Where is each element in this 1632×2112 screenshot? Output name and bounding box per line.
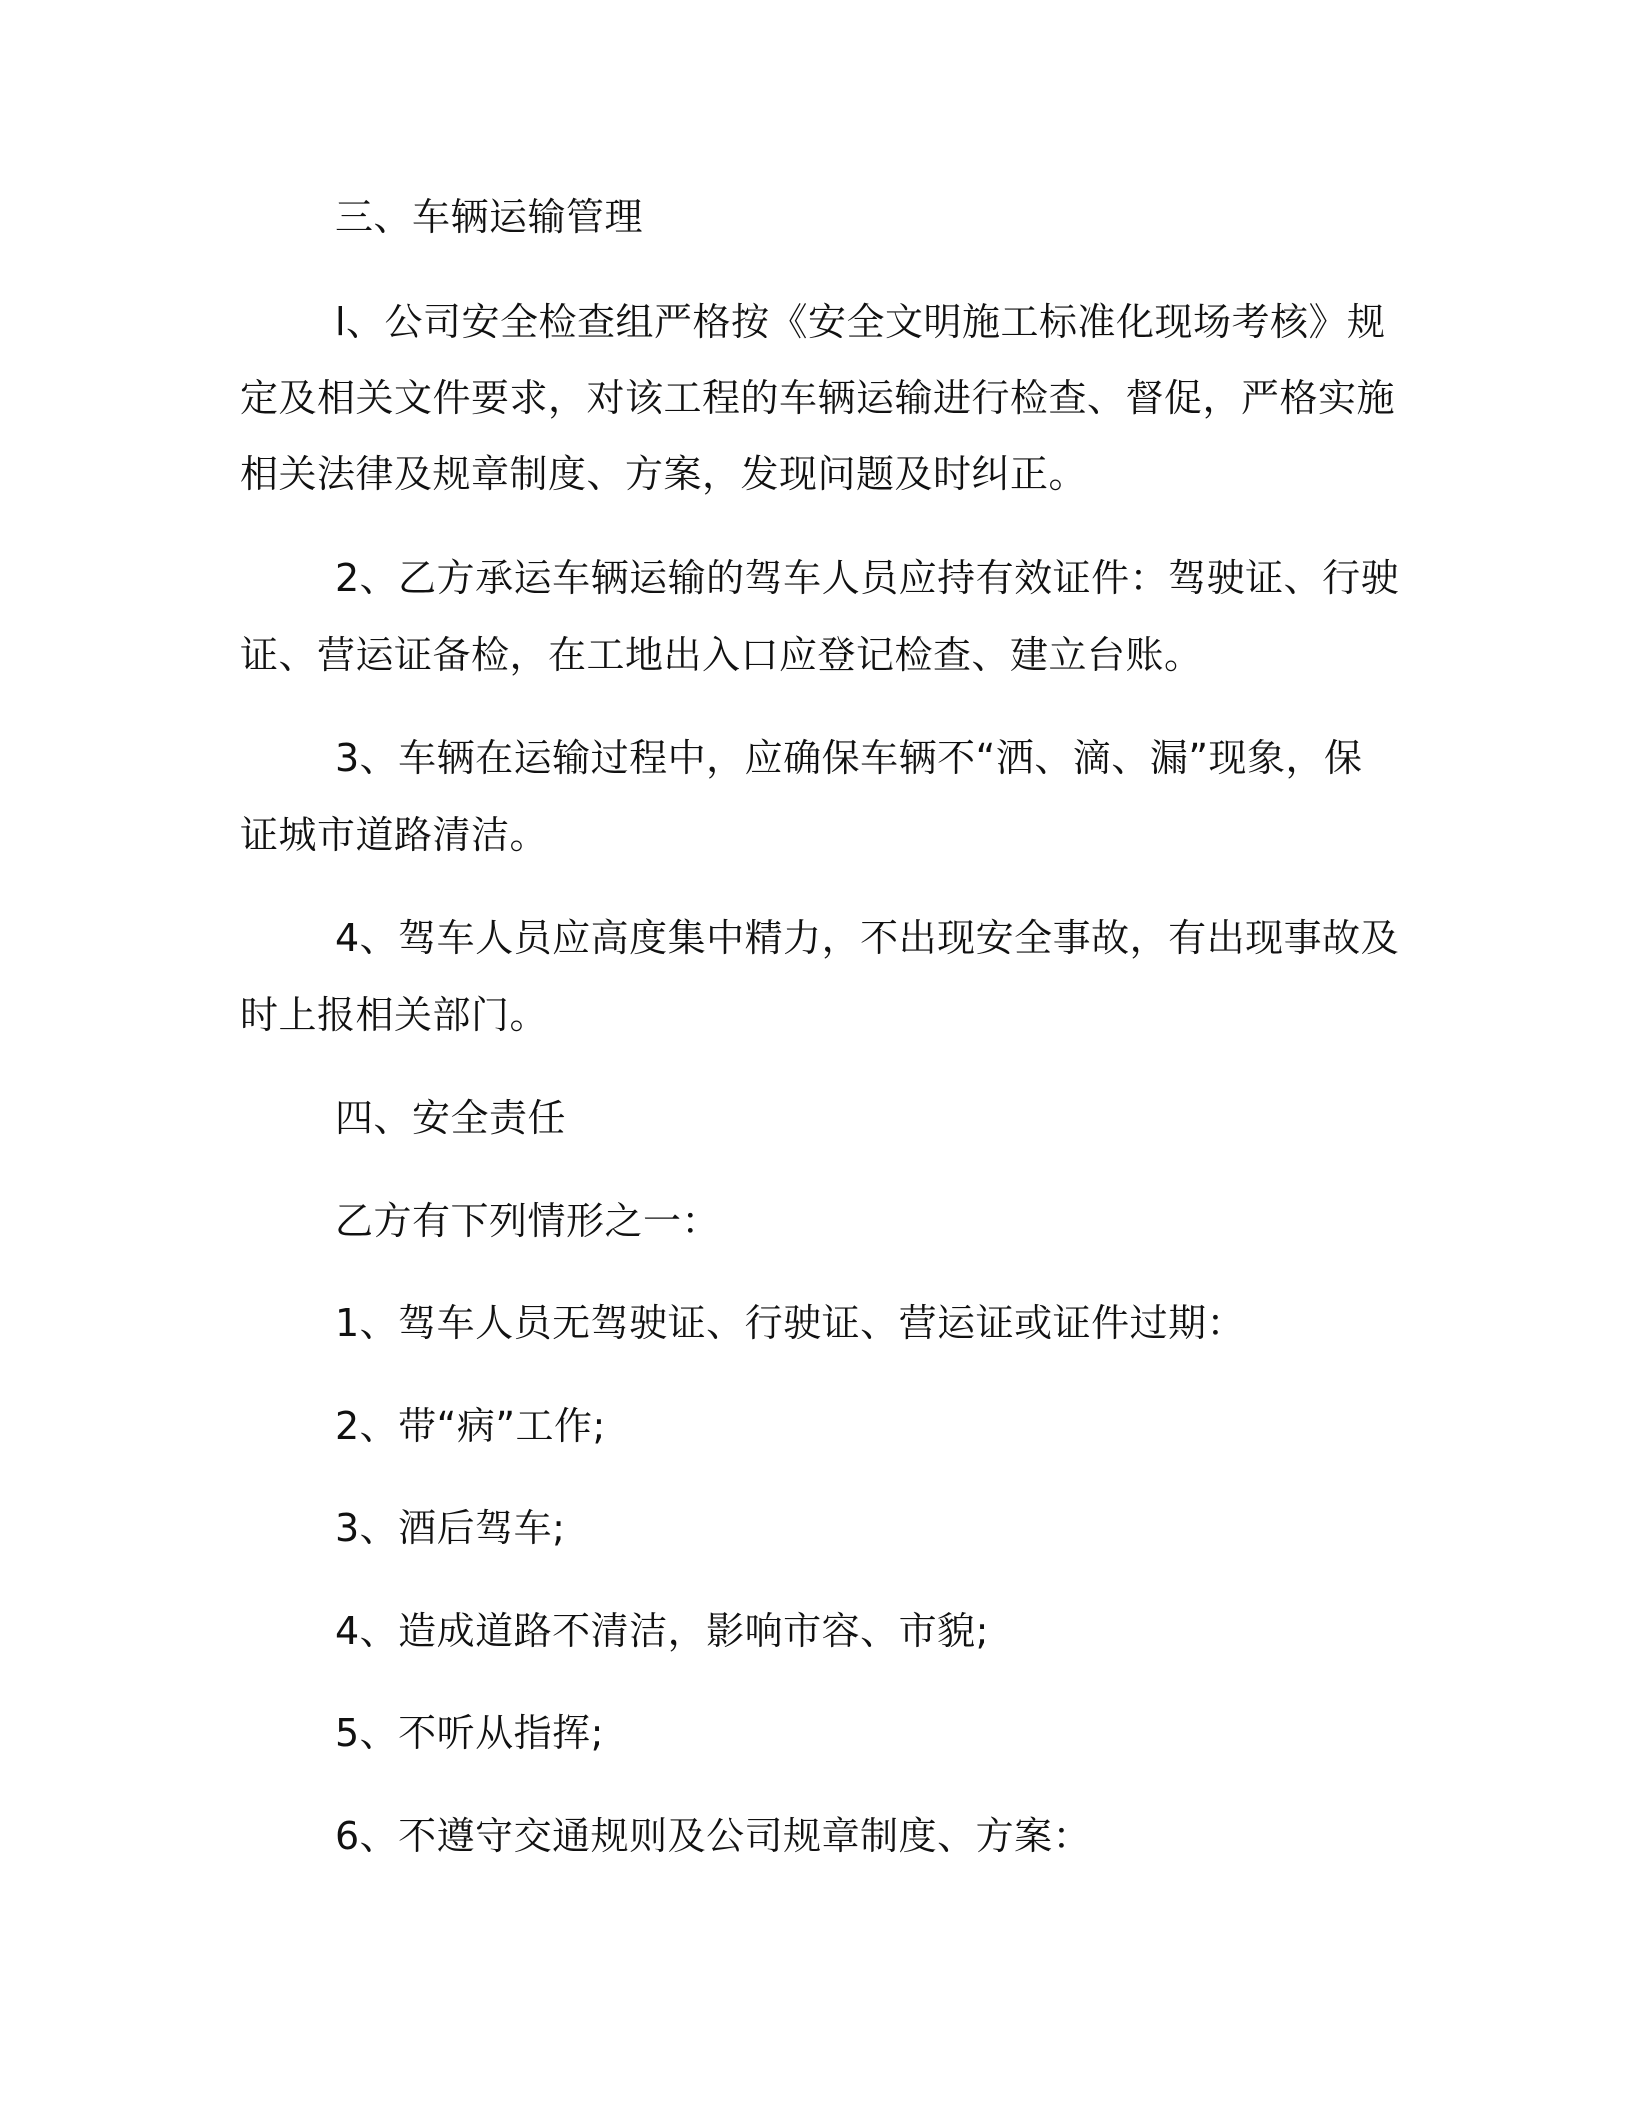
list-item-3: 3、酒后驾车; [335,1506,566,1550]
paragraph-1-line-3: 相关法律及规章制度、方案，发现问题及时纠正。 [240,452,1088,496]
paragraph-1-line-2: 定及相关文件要求，对该工程的车辆运输进行检查、督促，严格实施 [240,376,1396,420]
list-item-1: 1、驾车人员无驾驶证、行驶证、营运证或证件过期： [335,1301,1246,1345]
paragraph-3-line-1: 3、车辆在运输过程中，应确保车辆不“洒、滴、漏”现象，保 [335,736,1363,780]
list-item-5: 5、不听从指挥; [335,1711,604,1755]
paragraph-2-line-1: 2、乙方承运车辆运输的驾车人员应持有效证件：驾驶证、行驶 [335,556,1400,600]
section-heading-safety-responsibility: 四、安全责任 [335,1096,567,1140]
paragraph-4-line-1: 4、驾车人员应高度集中精力，不出现安全事故，有出现事故及 [335,916,1400,960]
section-heading-vehicle-transport: 三、车辆运输管理 [335,195,644,239]
paragraph-1-line-1: l、公司安全检查组严格按《安全文明施工标准化现场考核》规 [335,300,1386,344]
list-item-6: 6、不遵守交通规则及公司规章制度、方案： [335,1814,1092,1858]
paragraph-3-line-2: 证城市道路清洁。 [240,813,549,857]
paragraph-2-line-2: 证、营运证备检，在工地出入口应登记检查、建立台账。 [240,633,1203,677]
list-intro: 乙方有下列情形之一： [335,1199,721,1243]
list-item-4: 4、造成道路不清洁，影响市容、市貌; [335,1609,989,1653]
list-item-2: 2、带“病”工作; [335,1404,606,1448]
paragraph-4-line-2: 时上报相关部门。 [240,993,549,1037]
